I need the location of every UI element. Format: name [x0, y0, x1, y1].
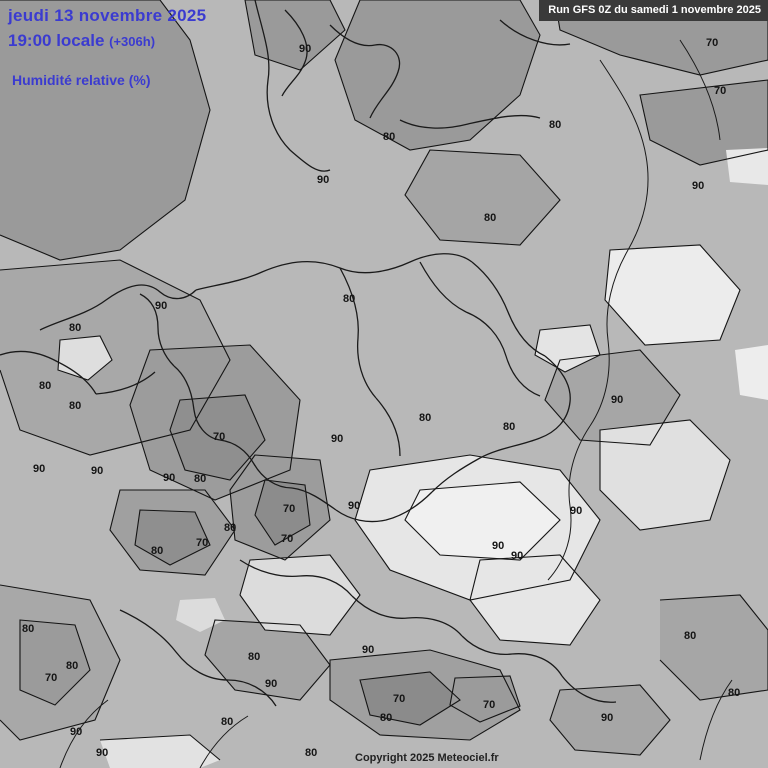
contour-label: 90	[317, 174, 330, 186]
contour-label: 80	[484, 212, 497, 224]
contour-label: 80	[380, 712, 393, 724]
parameter-label: Humidité relative (%)	[12, 72, 151, 88]
contour-label: 90	[265, 678, 278, 690]
contour-label: 80	[221, 716, 234, 728]
contour-label: 90	[692, 180, 705, 192]
contour-label: 80	[69, 322, 82, 334]
contour-label: 70	[706, 37, 719, 49]
contour-label: 90	[362, 644, 375, 656]
contour-label: 90	[611, 394, 624, 406]
forecast-time-value: 19:00 locale	[8, 31, 105, 50]
contour-label: 80	[224, 522, 237, 534]
contour-label: 70	[483, 699, 496, 711]
contour-label: 70	[281, 533, 294, 545]
contour-label: 70	[196, 537, 209, 549]
contour-label: 80	[549, 119, 562, 131]
forecast-time	[8, 31, 155, 51]
forecast-hour: (+306h)	[109, 34, 156, 49]
contour-label: 70	[714, 85, 727, 97]
forecast-date: jeudi 13 novembre 2025	[8, 6, 207, 25]
contour-label: 80	[383, 131, 396, 143]
contour-label: 90	[33, 463, 46, 475]
model-run-label: Run GFS 0Z du samedi 1 novembre 2025	[539, 0, 768, 21]
contour-label: 80	[684, 630, 697, 642]
contour-label: 90	[570, 505, 583, 517]
contour-label: 90	[348, 500, 361, 512]
contour-label: 80	[248, 651, 261, 663]
copyright-label: Copyright 2025 Meteociel.fr	[355, 752, 499, 764]
contour-label: 90	[492, 540, 505, 552]
contour-label: 80	[419, 412, 432, 424]
contour-label: 80	[343, 293, 356, 305]
contour-label: 90	[511, 550, 524, 562]
contour-label: 90	[331, 433, 344, 445]
contour-label: 70	[45, 672, 58, 684]
contour-label: 80	[69, 400, 82, 412]
contour-label: 80	[728, 687, 741, 699]
contour-label: 90	[601, 712, 614, 724]
contour-label: 90	[91, 465, 104, 477]
contour-label: 80	[151, 545, 164, 557]
contour-label: 80	[39, 380, 52, 392]
contour-label: 70	[213, 431, 226, 443]
contour-label: 90	[70, 726, 83, 738]
contour-label: 90	[96, 747, 109, 759]
contour-label: 80	[503, 421, 516, 433]
contour-label: 80	[22, 623, 35, 635]
contour-label: 80	[194, 473, 207, 485]
contour-label: 90	[155, 300, 168, 312]
contour-label: 70	[393, 693, 406, 705]
contour-label: 90	[163, 472, 176, 484]
contour-label: 80	[66, 660, 79, 672]
contour-label: 90	[299, 43, 312, 55]
contour-label: 70	[283, 503, 296, 515]
contour-label: 80	[305, 747, 318, 759]
